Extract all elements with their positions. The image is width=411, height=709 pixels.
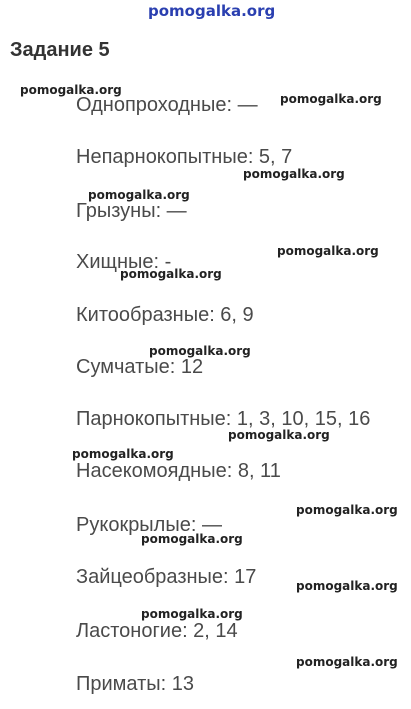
watermark: pomogalka.org [296, 655, 398, 669]
answer-line-carnivores: Хищные: - [76, 251, 172, 273]
watermark: pomogalka.org [228, 428, 330, 442]
watermark: pomogalka.org [20, 83, 122, 97]
answer-line-artiodactyla: Парнокопытные: 1, 3, 10, 15, 16 [76, 408, 371, 430]
watermark: pomogalka.org [296, 503, 398, 517]
answer-line-insectivores: Насекомоядные: 8, 11 [76, 460, 281, 482]
watermark: pomogalka.org [72, 447, 174, 461]
watermark: pomogalka.org [88, 188, 190, 202]
answer-line-primates: Приматы: 13 [76, 673, 194, 695]
watermark: pomogalka.org [120, 267, 222, 281]
watermark: pomogalka.org [280, 92, 382, 106]
answer-line-monotremes: Однопроходные: — [76, 94, 258, 116]
task-heading: Задание 5 [10, 39, 110, 61]
answer-line-perissodactyla: Непарнокопытные: 5, 7 [76, 146, 293, 168]
answer-line-bats: Рукокрылые: — [76, 514, 222, 536]
watermark: pomogalka.org [141, 607, 243, 621]
watermark: pomogalka.org [243, 167, 345, 181]
watermark: pomogalka.org [149, 344, 251, 358]
watermark: pomogalka.org [296, 579, 398, 593]
answer-line-lagomorphs: Зайцеобразные: 17 [76, 566, 257, 588]
watermark: pomogalka.org [277, 244, 379, 258]
top-watermark: pomogalka.org [148, 2, 276, 20]
watermark: pomogalka.org [141, 532, 243, 546]
answer-line-pinnipeds: Ластоногие: 2, 14 [76, 620, 238, 642]
answer-line-rodents: Грызуны: — [76, 200, 187, 222]
answer-line-cetaceans: Китообразные: 6, 9 [76, 304, 254, 326]
answer-line-marsupials: Сумчатые: 12 [76, 356, 204, 378]
